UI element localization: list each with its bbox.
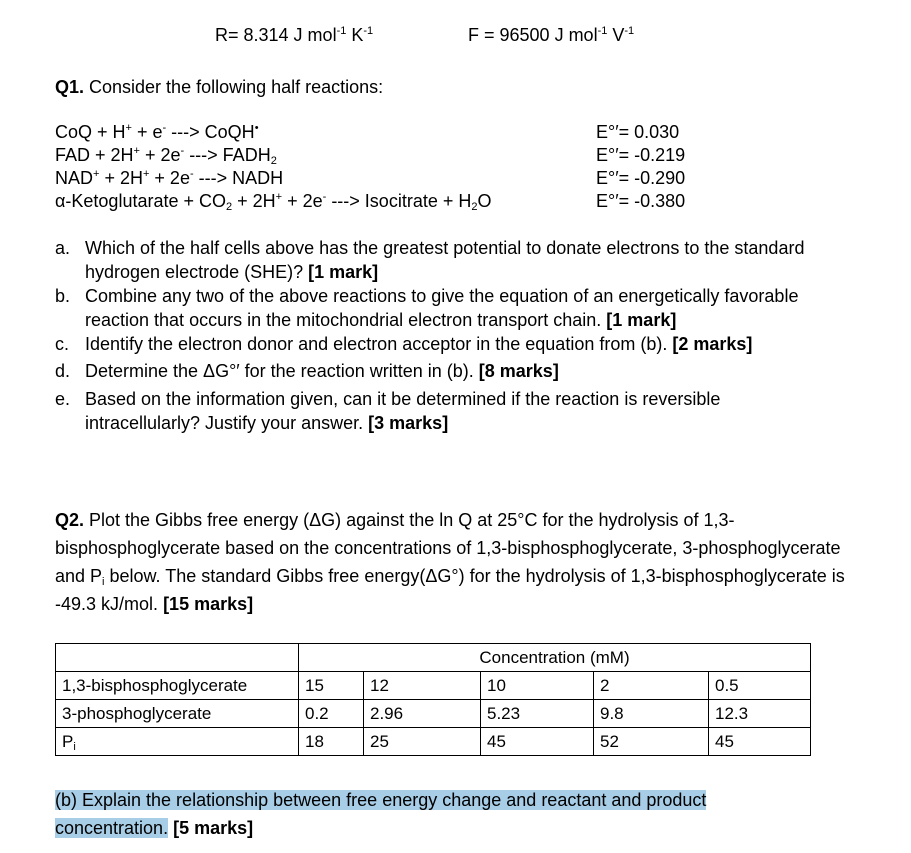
half-reaction-coq: CoQ + H+ + e- ---> CoQH• (55, 122, 259, 142)
table-header: Concentration (mM) (299, 644, 811, 672)
q1-prompt: Q1. Consider the following half reactions: (55, 77, 384, 97)
e-value-3: E°′= -0.290 (596, 168, 686, 188)
concentration-table (55, 643, 811, 756)
gas-constant: R= 8.314 J mol$^{-1}$ $K^{-1}$ (215, 25, 374, 45)
part-b-question[interactable]: (b) Explain the relationship between free energy change and reactant and product concentration. [5 marks] (55, 790, 707, 838)
table-header-row (56, 644, 811, 672)
table-row: $P_i$ 18 25 45 52 45 (56, 728, 811, 756)
row-name: 1,3-bisphosphoglycerate (56, 672, 299, 700)
e-value-1: E°′= 0.030 (596, 122, 680, 142)
row-name: $P_i$ (56, 728, 299, 756)
q2-prompt: Q2. Plot the Gibbs free energy (ΔG) against the ln Q at 25°C for the hydrolysis of 1,3-bisphosphoglycerate based on the concentrations of 1,3-bisphosphoglycerate, 3-phosphoglycerate and $P_i$ below. The standard Gibbs free energy(ΔG°) for the hydrolysis of 1,3-bisphosphoglycerate is -49.3 kJ/mol. [15 marks] (55, 510, 845, 614)
half-reaction-fad: FAD + 2H+ + 2e- ---> $FADH_2$ (55, 145, 277, 167)
e-value-2: E°′= -0.219 (596, 145, 686, 165)
half-reaction-ketoglutarate: α-Ketoglutarate + $CO_2 + 2H^+ + 2e^-$ ---> Isocitrate + $H_2O$ (55, 191, 492, 213)
faraday-constant: F = 96500 J mol$^{-1}$ $V^{-1}$ (468, 25, 635, 45)
table-row: 3-phosphoglycerate 0.2 2.96 5.23 9.8 12.3 (56, 700, 811, 728)
half-reaction-nad: NAD+ + 2H+ + 2e- ---> NADH (55, 168, 284, 188)
table-row: 1,3-bisphosphoglycerate 15 12 10 2 0.5 (56, 672, 811, 700)
row-name: 3-phosphoglycerate (56, 700, 299, 728)
highlighted-text[interactable]: (b) Explain the relationship between free energy change and reactant and product concentration. (55, 790, 707, 838)
e-value-4: E°′= -0.380 (596, 191, 686, 211)
